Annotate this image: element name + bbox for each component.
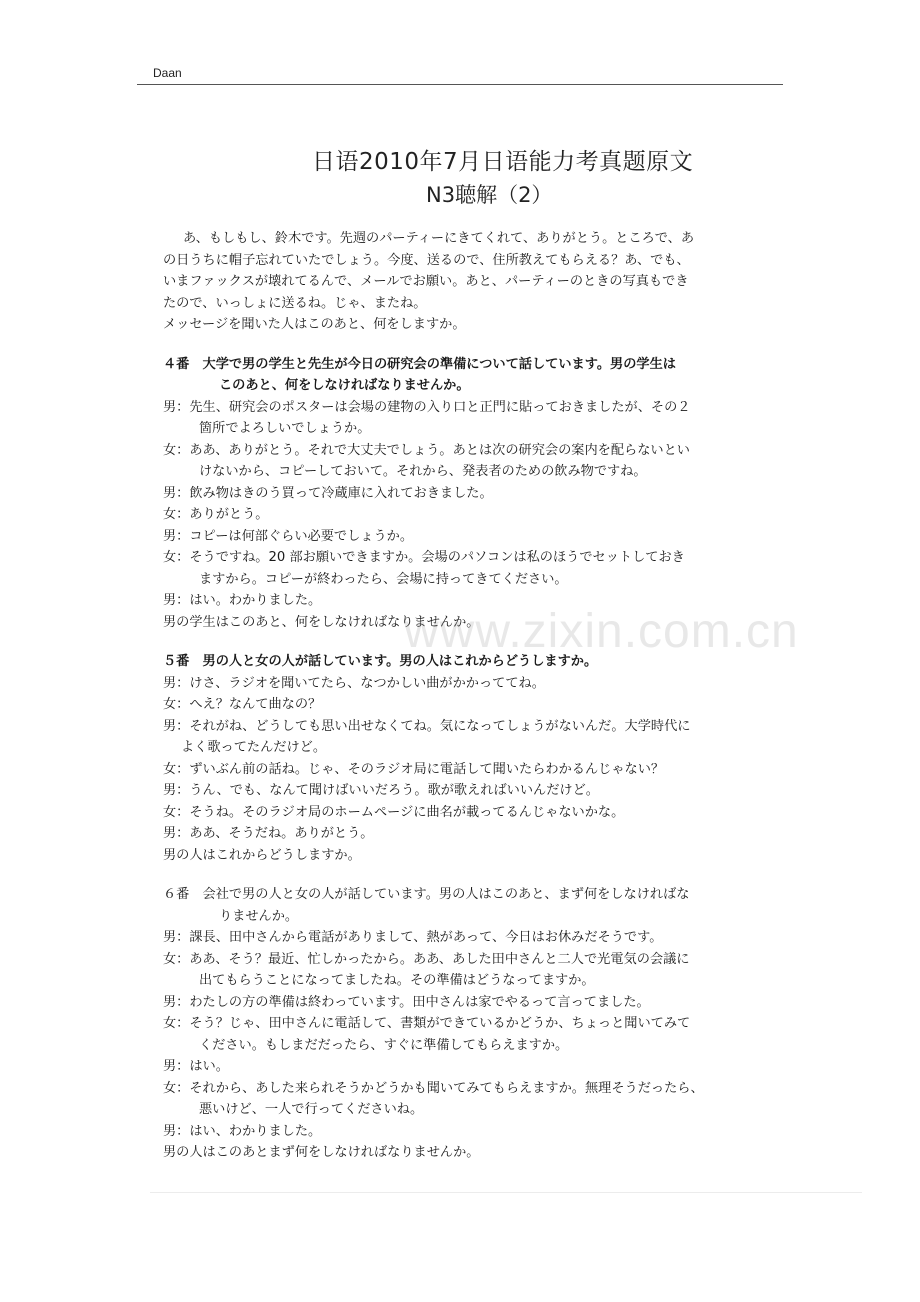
dialogue-line: 男：はい。 [163,1059,229,1074]
dialogue-line: 女：ありがとう。 [163,507,269,522]
dialogue-line: 男：うん、でも、なんて聞けばいいだろう。歌が歌えればいいんだけど。 [163,783,599,798]
question-heading: このあと、何をしなければなりませんか。 [219,378,470,393]
dialogue-line: ください。もしまだだったら、すぐに準備してもらえますか。 [199,1037,569,1053]
header-label: Daan [153,66,182,80]
watermark: www.zixin.com.cn [404,605,799,658]
dialogue-line: 女：そう？じゃ、田中さんに電話して、書類ができているかどうか、ちょっと聞いてみて [163,1016,691,1031]
dialogue-line: 女：ああ、そう？最近、忙しかったから。ああ、あした田中さんと二人で光電気の会議に [163,951,690,967]
dialogue-line: 女：そうですね。20 部お願いできますか。会場のパソコンは私のほうでセットしておき [163,550,685,565]
dialogue-line: 男：はい。わかりました。 [163,593,322,608]
page-subtitle: N3聴解（2） [426,183,553,207]
dialogue-line: 男：ああ、そうだね。ありがとう。 [163,826,374,841]
question-prompt: 男の学生はこのあと、何をしなければなりませんか。 [163,614,480,630]
question-heading: ５番 男の人と女の人が話しています。男の人はこれからどうしますか。 [163,654,598,669]
dialogue-line: 男：飲み物はきのう買って冷蔵庫に入れておきました。 [163,485,493,501]
dialogue-line: ますから。コピーが終わったら、会場に持ってきてください。 [199,571,568,587]
question-prompt: 男の人はこのあとまず何をしなければなりませんか。 [163,1145,480,1160]
dialogue-line: 悪いけど、一人で行ってくださいね。 [199,1102,424,1117]
question-heading: りませんか。 [219,908,299,924]
dialogue-line: 男：コピーは何部ぐらい必要でしょうか。 [163,528,414,544]
dialogue-line: 出てもらうことになってましたね。その準備はどうなってますか。 [199,973,595,988]
header-divider [137,84,783,85]
text-line: いまファックスが壊れてるんで、メールでお願い。あと、パーティーのときの写真もでき [163,274,689,289]
dialogue-line: よく歌ってたんだけど。 [181,740,327,755]
dialogue-line: 男：けさ、ラジオを聞いてたら、なつかしい曲がかかっててね。 [163,675,545,691]
dialogue-line: 男：課長、田中さんから電話がありまして、熱があって、今日はお休みだそうです。 [163,930,663,945]
question-heading: ４番 大学で男の学生と先生が今日の研究会の準備について話しています。男の学生は [163,356,676,372]
dialogue-line: 箇所でよろしいでしょうか。 [199,421,371,436]
text-line: の日うちに帽子忘れていたでしょう。今度、送るので、住所教えてもらえる？あ、でも、 [163,252,690,268]
dialogue-line: 女：それから、あした来られそうかどうかも聞いてみてもらえますか。無理そうだったら、 [163,1080,704,1096]
question-prompt: 男の人はこれからどうしますか。 [163,847,361,863]
question-heading: ６番 会社で男の人と女の人が話しています。男の人はこのあと、まず何をしなければな [163,887,690,902]
dialogue-line: 女：へえ？なんて曲なの？ [163,697,322,712]
text-line: メッセージを聞いた人はこのあと、何をしますか。 [163,317,466,332]
text-line: あ、もしもし、鈴木です。先週のパーティーにきてくれて、ありがとう。ところで、あ [183,231,695,246]
dialogue-line: 男：それがね、どうしても思い出せなくてね。気になってしょうがないんだ。大学時代に [163,718,691,734]
dialogue-line: けないから、コピーしておいて。それから、発表者のための飲み物ですね。 [199,464,647,479]
document-body [163,228,853,1164]
dialogue-line: 女：ああ、ありがとう。それで大丈夫でしょう。あとは次の研究会の案内を配らないとい [163,442,690,458]
dialogue-line: 男：先生、研究会のポスターは会場の建物の入り口と正門に貼っておきましたが、その２ [163,399,691,415]
dialogue-line: 男：はい、わかりました。 [163,1123,322,1139]
dialogue-line: 女：ずいぶん前の話ね。じゃ、そのラジオ局に電話して聞いたらわかるんじゃない？ [163,761,665,777]
dialogue-line: 女：そうね。そのラジオ局のホームページに曲名が載ってるんじゃないかな。 [163,804,625,820]
dialogue-line: 男：わたしの方の準備は終わっています。田中さんは家でやるって言ってました。 [163,994,650,1010]
footer-divider [150,1192,862,1193]
text-line: たので、いっしょに送るね。じゃ、またね。 [163,295,427,311]
page-title: 日语2010年7月日语能力考真题原文 [312,149,694,175]
